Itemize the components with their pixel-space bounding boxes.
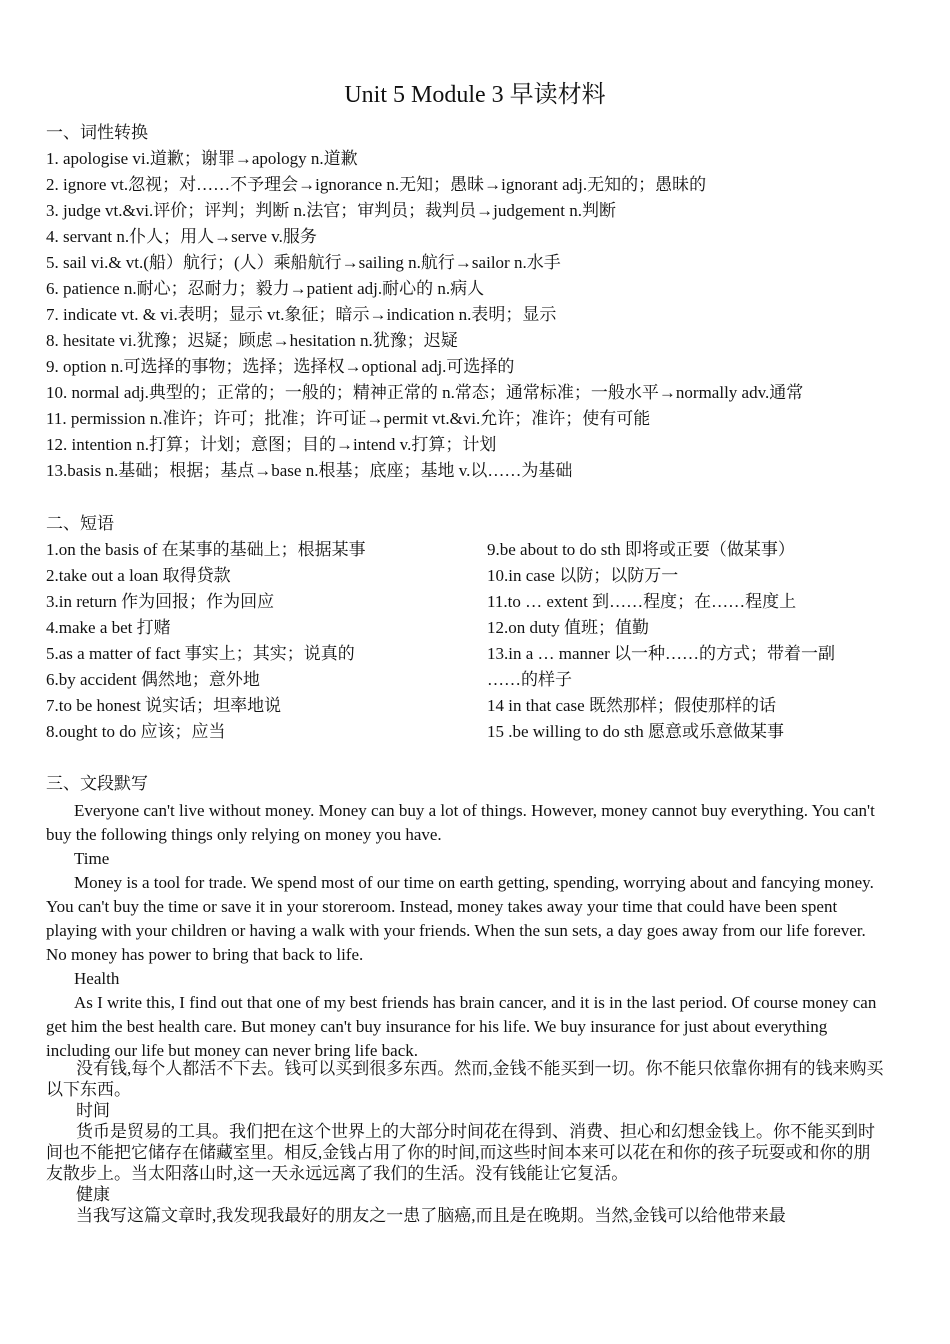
list-item: 1. apologise vi.道歉；谢罪→apology n.道歉 [46,149,358,168]
list-item: 12.on duty 值班；值勤 [487,618,649,637]
subheading-health-cn: 健康 [76,1185,110,1204]
list-item: 3.in return 作为回报；作为回应 [46,592,275,611]
list-item: 13.in a … manner 以一种……的方式；带着一副 [487,644,835,663]
list-item: 6. patience n.耐心；忍耐力；毅力→patient adj.耐心的 n.病人 [46,279,485,298]
list-item: ……的样子 [487,670,572,689]
section-heading-phrases: 二、短语 [46,514,114,533]
list-item: 12. intention n.打算；计划；意图；目的→intend v.打算；计划 [46,435,497,454]
list-item: 2. ignore vt.忽视；对……不予理会→ignorance n.无知；愚昧→ignorant adj.无知的；愚昧的 [46,175,707,194]
english-passage [46,799,886,1063]
list-item: 5. sail vi.& vt.(船）航行；(人）乘船航行→sailing n.航行→sailor n.水手 [46,253,561,272]
list-item: 8. hesitate vi.犹豫；迟疑；顾虑→hesitation n.犹豫；迟疑 [46,331,458,350]
list-item: 8.ought to do 应该；应当 [46,722,226,741]
phrase-list-right [487,539,907,747]
list-item: 4. servant n.仆人；用人→serve v.服务 [46,227,317,246]
section-heading-word-forms: 一、词性转换 [46,123,148,142]
list-item: 7. indicate vt. & vi.表明；显示 vt.象征；暗示→indication n.表明；显示 [46,305,557,324]
subheading-health: Health [74,969,120,988]
list-item: 15 .be willing to do sth 愿意或乐意做某事 [487,722,785,741]
paragraph: Money is a tool for trade. We spend most of our time on earth getting, spending, worrying about and fancying money. You can't buy the time or save it in your storeroom. Instead, money takes away your time that could have been spent playing with your children or having a walk with your friends. When the sun sets, a day goes away from our life forever. No money has power to bring that back to life. [46,873,874,964]
list-item: 11. permission n.准许；许可；批准；许可证→permit vt.&vi.允许；准许；使有可能 [46,409,651,428]
list-item: 5.as a matter of fact 事实上；其实；说真的 [46,644,355,663]
phrase-list-left [46,539,466,747]
list-item: 7.to be honest 说实话；坦率地说 [46,696,282,715]
section-heading-dictation: 三、文段默写 [46,774,148,793]
paragraph: 当我写这篇文章时,我发现我最好的朋友之一患了脑癌,而且是在晚期。当然,金钱可以给他带来最 [76,1206,786,1225]
paragraph: As I write this, I find out that one of my best friends has brain cancer, and it is in the last period. Of course money can get him the best health care. But money can't buy insurance for his life. We buy insurance for just about everything including our life but money can never bring life back. [46,993,877,1060]
list-item: 9.be about to do sth 即将或正要（做某事） [487,540,795,559]
list-item: 2.take out a loan 取得贷款 [46,566,231,585]
page-title: Unit 5 Module 3 早读材料 [344,82,606,108]
list-item: 1.on the basis of 在某事的基础上；根据某事 [46,540,366,559]
list-item: 6.by accident 偶然地；意外地 [46,670,260,689]
paragraph: Everyone can't live without money. Money can buy a lot of things. However, money cannot buy everything. You can't buy the following things only relying on money you have. [46,801,875,844]
subheading-time-cn: 时间 [76,1101,110,1120]
paragraph: 货币是贸易的工具。我们把在这个世界上的大部分时间花在得到、消费、担心和幻想金钱上。你不能买到时间也不能把它储存在储藏室里。相反,金钱占用了你的时间,而这些时间本来可以花在和你的孩子玩耍或和你的朋友散步上。当太阳落山时,这一天永远远离了我们的生活。没有钱能让它复活。 [46,1122,875,1183]
list-item: 3. judge vt.&vi.评价；评判；判断 n.法官；审判员；裁判员→judgement n.判断 [46,201,616,220]
list-item: 10.in case 以防；以防万一 [487,566,679,585]
subheading-time: Time [74,849,110,868]
vocab-list [46,148,926,486]
chinese-passage [46,1058,886,1226]
list-item: 13.basis n.基础；根据；基点→base n.根基；底座；基地 v.以……为基础 [46,461,573,480]
list-item: 11.to … extent 到……程度；在……程度上 [487,592,797,611]
list-item: 14 in that case 既然那样；假使那样的话 [487,696,776,715]
list-item: 4.make a bet 打赌 [46,618,171,637]
list-item: 10. normal adj.典型的；正常的；一般的；精神正常的 n.常态；通常标准；一般水平→normally adv.通常 [46,383,804,402]
list-item: 9. option n.可选择的事物；选择；选择权→optional adj.可选择的 [46,357,515,376]
paragraph: 没有钱,每个人都活不下去。钱可以买到很多东西。然而,金钱不能买到一切。你不能只依靠你拥有的钱来购买以下东西。 [46,1059,884,1099]
